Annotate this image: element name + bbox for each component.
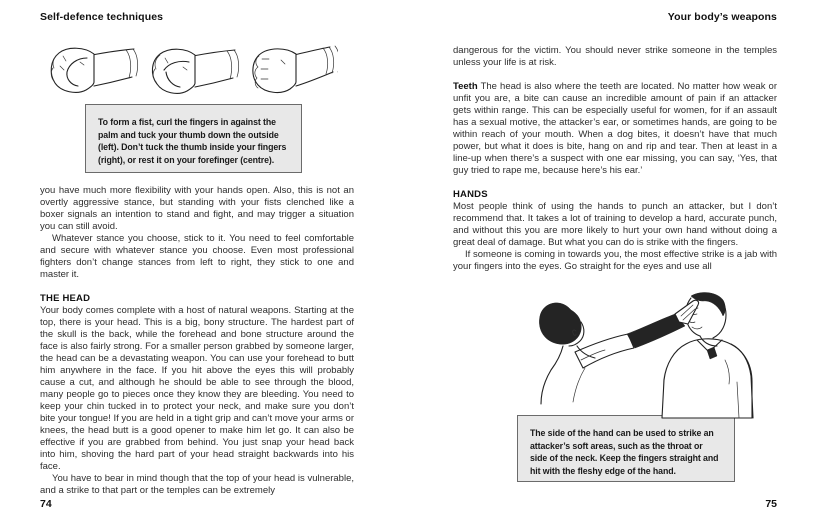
left-page-number: 74 xyxy=(40,498,52,510)
fist-right-thumb-inside xyxy=(253,46,338,92)
paragraph: You have to bear in mind though that the top of your head is vulnerable, and a strike to that part or the temples can be extremely xyxy=(40,473,354,496)
fist-left-correct xyxy=(51,48,137,92)
paragraph: you have much more flexibility with your hands open. Also, this is not an overtly aggressive stance, but standing with your fists clenched like a boxer signals an intention to stand and fight, and may trigger a situation you can still avoid. xyxy=(40,185,354,232)
strike-caption-text: The side of the hand can be used to strike an attacker’s soft areas, such as the throat or side of the neck. Keep the fingers straight and hit with the fleshy edge of the hand. xyxy=(530,428,719,476)
fist-caption-box xyxy=(85,104,302,173)
section-heading-the-head: THE HEAD xyxy=(40,293,91,304)
paragraph-teeth xyxy=(453,81,777,177)
strike-caption-box xyxy=(517,415,735,482)
right-page-number: 75 xyxy=(765,498,777,510)
paragraph: Your body comes complete with a host of natural weapons. Starting at the top, there is your head. This is a big, bony structure. The hardest part of the skull is the back, while the forehead and bone structure around the face is also fairly strong. For a smaller person grabbed by someone larger, the head can be a devastating weapon. You can use your forehead to butt him anywhere in the face. If you hit above the eyes this will probably cause a cut, and although he should be able to see through the blood, many people go to pieces once they know they are bleeding. You need to keep your chin tucked in to protect your neck, and make sure you don’t bite your tongue! If you are held in a tight grip and can’t move your arms or knees, the head butt is a good opener to make him let go. It can also be effective if you are grabbed from behind. You just snap your head back into him, shoving the hard part of your head straight backwards into his face. xyxy=(40,305,354,472)
right-text-column xyxy=(453,45,777,273)
teeth-run-in-heading: Teeth xyxy=(453,81,478,92)
paragraph: Whatever stance you choose, stick to it. You need to feel comfortable and secure with whatever stance you choose. Even most professional fighters don’t change stances from left to right, they stick to one and master it. xyxy=(40,233,354,280)
paragraph: dangerous for the victim. You should never strike someone in the temples unless your life is at risk. xyxy=(453,45,777,68)
man-figure xyxy=(662,293,753,418)
fist-caption-text: To form a fist, curl the fingers in against the palm and tuck your thumb down the outside (left). Don’t tuck the thumb inside your fingers (right), or rest it on your forefinger (centre). xyxy=(98,117,287,165)
left-running-head: Self-defence techniques xyxy=(40,11,164,23)
paragraph: Most people think of using the hands to punch an attacker, but I don’t recommend that. It takes a lot of training to develop a hard, accurate punch, and without this you are more likely to hurt your own hand without doing a great deal of damage. But what you can do is strike with the fingers. xyxy=(453,201,777,248)
three-fists-illustration xyxy=(46,42,338,102)
left-text-column xyxy=(40,185,354,497)
hand-strike-illustration xyxy=(535,290,787,420)
section-heading-hands: HANDS xyxy=(453,189,488,200)
fist-centre-thumb-on-forefinger xyxy=(152,49,238,93)
paragraph: If someone is coming in towards you, the most effective strike is a jab with your fingers into the eyes. Go straight for the eyes and use all xyxy=(453,249,777,272)
right-running-head: Your body’s weapons xyxy=(667,11,777,23)
teeth-paragraph-text: The head is also where the teeth are located. No matter how weak or unfit you are, a bite can cause an incredible amount of pain if an attacker gets within range. This can be especially useful for women, for if an assault has a sexual motive, the attacker’s ear, or sometimes hands, are going to be within reach of your mouth. When a dog bites, it doesn’t have that much power, but what it does is bite, hang on and rip and tear. Then at least in a line-up when there’s a suspect with one ear missing, you can say, ‘Yes, that guy tried to rape me, because here’s his ear.’ xyxy=(453,81,777,176)
